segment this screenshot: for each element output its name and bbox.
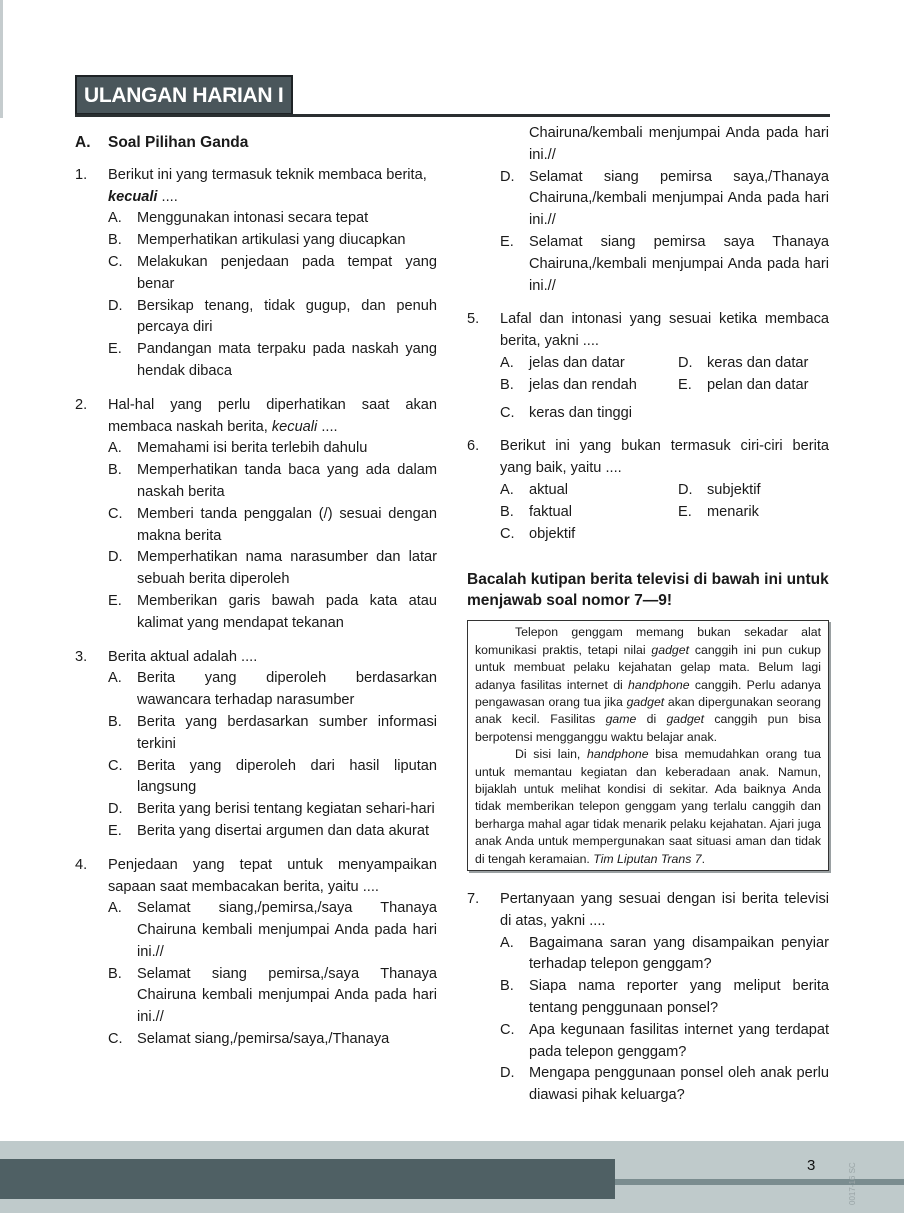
option-e[interactable]: E. Pandangan mata terpaku pada naskah yang hendak dibaca — [108, 341, 437, 379]
question-stem: Pertanyaan yang sesuai dengan isi berita televisi di atas, yakni .... — [500, 891, 829, 929]
option-c-continued[interactable]: Chairuna/kembali menjumpai Anda pada hari ini.// — [529, 125, 829, 163]
section-heading — [75, 132, 437, 154]
option-b[interactable]: B. faktual — [500, 503, 572, 520]
print-code: 0017-16 SC — [848, 1162, 857, 1205]
option-d[interactable]: D. subjektif — [678, 481, 761, 498]
option-c[interactable]: C. Memberi tanda penggalan (/) sesuai dengan makna berita — [108, 505, 437, 544]
option-a[interactable]: A. aktual — [500, 481, 568, 498]
question-number: 4. — [75, 856, 88, 873]
option-c[interactable]: C. Selamat siang,/pemirsa/saya,/Thanaya — [108, 1031, 390, 1048]
page-edge-marker — [0, 0, 3, 118]
option-b[interactable]: B. Berita yang berdasarkan sumber informasi terkini — [108, 713, 437, 752]
option-c[interactable]: C. Berita yang diperoleh dari hasil liputan langsung — [108, 757, 437, 796]
option-a[interactable]: A. Berita yang diperoleh berdasarkan wawancara terhadap narasumber — [108, 670, 437, 709]
question-stem: Berita aktual adalah .... — [108, 648, 258, 665]
option-b[interactable]: B. Selamat siang pemirsa,/saya Thanaya Chairuna kembali menjumpai Anda pada hari ini.// — [108, 965, 437, 1026]
option-d[interactable]: D. Memperhatikan nama narasumber dan latar sebuah berita diperoleh — [108, 549, 437, 588]
question-number: 5. — [467, 311, 480, 328]
option-e[interactable]: E. Selamat siang pemirsa saya Thanaya Chairuna,/kembali menjumpai Anda pada hari ini.// — [500, 233, 829, 294]
question-stem: Berikut ini yang termasuk teknik membaca berita, kecuali .... — [108, 166, 427, 205]
page-footer — [0, 1141, 904, 1213]
option-b[interactable]: B. Siapa nama reporter yang meliput berita tentang penggunaan ponsel? — [500, 978, 829, 1017]
option-b[interactable]: B. Memperhatikan tanda baca yang ada dalam naskah berita — [108, 462, 437, 500]
footer-bar — [0, 1159, 615, 1199]
option-c[interactable]: C. objektif — [500, 525, 576, 542]
option-c[interactable]: C. keras dan tinggi — [500, 404, 633, 421]
passage-paragraph-2: Di sisi lain, handphone bisa memudahkan orang tua untuk memantau kegiatan dan keberadaan anak. Namun, bijaklah untuk melihat kondisi di sekitar. Ada baiknya Anda tidak memberikan telepon genggam yang terlalu canggih dan berharga mahal agar tidak menarik pelaku kejahatan. Ajari juga anak Anda untuk mempergunakan saat situasi aman dan tidak di tengah keramaian. Tim Liputan Trans 7. — [475, 747, 821, 866]
option-c[interactable]: C. Apa kegunaan fasilitas internet yang terdapat pada telepon genggam? — [500, 1021, 829, 1060]
question-number: 1. — [75, 166, 88, 183]
section-title: Soal Pilihan Ganda — [108, 134, 249, 151]
option-e[interactable]: E. pelan dan datar — [678, 376, 809, 393]
section-letter: A. — [75, 134, 91, 151]
option-a[interactable]: A. Menggunakan intonasi secara tepat — [108, 210, 369, 227]
left-column — [75, 128, 437, 1063]
option-a[interactable]: A. jelas dan datar — [500, 354, 625, 371]
footer-line — [615, 1179, 904, 1185]
question-3 — [75, 647, 437, 843]
page-header — [75, 75, 830, 117]
question-stem: Lafal dan intonasi yang sesuai ketika membaca berita, yakni .... — [500, 311, 829, 350]
option-e[interactable]: E. Memberikan garis bawah pada kata atau kalimat yang mendapat tekanan — [108, 592, 437, 631]
option-d[interactable]: D. Mengapa penggunaan ponsel oleh anak perlu diawasi pihak keluarga? — [500, 1065, 829, 1104]
passage-source: Tim Liputan Trans 7 — [593, 851, 702, 866]
option-d[interactable]: D. keras dan datar — [678, 354, 809, 371]
option-a[interactable]: A. Bagaimana saran yang disampaikan penyiar terhadap telepon genggam? — [500, 934, 829, 973]
option-e[interactable]: E. menarik — [678, 503, 759, 520]
right-column — [467, 123, 829, 1119]
question-number: 6. — [467, 438, 480, 455]
option-a[interactable]: A. Memahami isi berita terlebih dahulu — [108, 440, 368, 457]
question-number: 7. — [467, 891, 480, 908]
question-5 — [467, 309, 829, 424]
question-stem: Penjedaan yang tepat untuk menyampaikan sapaan saat membacakan berita, yaitu .... — [108, 856, 437, 895]
page-number: 3 — [807, 1157, 816, 1174]
question-6 — [467, 436, 829, 545]
option-b[interactable]: B. Memperhatikan artikulasi yang diucapkan — [108, 232, 406, 249]
question-4-continued — [467, 123, 829, 297]
news-passage-box — [467, 620, 829, 871]
question-number: 2. — [75, 396, 88, 413]
option-b[interactable]: B. jelas dan rendah — [500, 376, 637, 393]
question-stem: Berikut ini yang bukan termasuk ciri-ciri berita yang baik, yaitu .... — [500, 438, 829, 477]
passage-paragraph-1: Telepon genggam memang bukan sekadar alat komunikasi praktis, tetapi nilai gadget canggih ini pun cukup untuk membuat pelaku kejahatan gelap mata. Belum lagi adanya fasilitas internet di handphone canggih. Perlu adanya pengawasan orang tua jika gadget akan dipergunakan seorang anak kecil. Fasilitas game di gadget canggih pun bisa berpotensi mengganggu waktu belajar anak. — [475, 625, 822, 744]
option-c[interactable]: C. Melakukan penjedaan pada tempat yang benar — [108, 253, 437, 292]
question-1 — [75, 165, 437, 383]
reading-instruction: Bacalah kutipan berita televisi di bawah ini untuk menjawab soal nomor 7—9! — [467, 571, 829, 610]
question-number: 3. — [75, 648, 88, 665]
header-rule — [75, 114, 830, 117]
question-4 — [75, 855, 437, 1051]
page-title: ULANGAN HARIAN I — [75, 75, 293, 115]
option-d[interactable]: D. Selamat siang pemirsa saya,/Thanaya Chairuna,/kembali menjumpai Anda pada hari ini.// — [500, 168, 829, 229]
option-e[interactable]: E. Berita yang disertai argumen dan data akurat — [108, 822, 430, 839]
question-7 — [467, 889, 829, 1107]
option-a[interactable]: A. Selamat siang,/pemirsa,/saya Thanaya Chairuna kembali menjumpai Anda pada hari ini.// — [108, 900, 437, 960]
question-2 — [75, 395, 437, 635]
option-d[interactable]: D. Berita yang berisi tentang kegiatan sehari-hari — [108, 801, 435, 818]
option-d[interactable]: D. Bersikap tenang, tidak gugup, dan penuh percaya diri — [108, 297, 437, 336]
question-stem: Hal-hal yang perlu diperhatikan saat akan membaca naskah berita, kecuali .... — [108, 396, 437, 435]
